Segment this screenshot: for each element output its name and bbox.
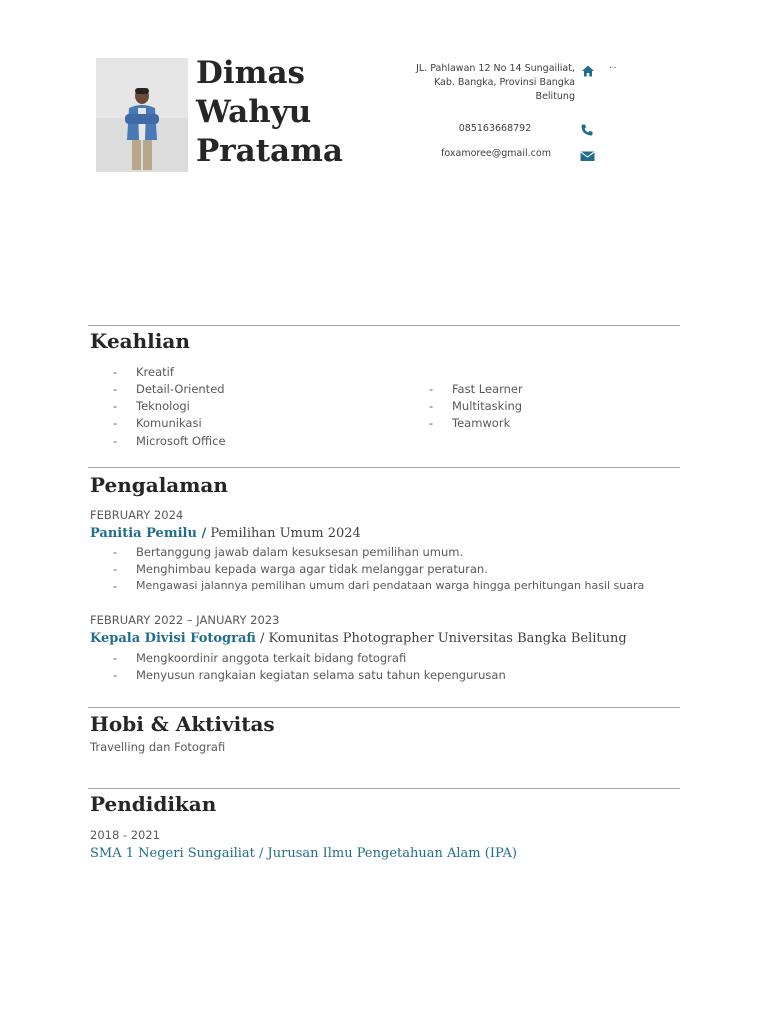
role-title: Kepala Divisi Fotografi xyxy=(90,631,256,646)
section-divider xyxy=(88,707,680,708)
decorative-dots: ·· xyxy=(609,62,618,73)
section-divider xyxy=(88,467,680,468)
email-text[interactable]: foxamoree@gmail.com xyxy=(441,148,551,159)
role-title: Panitia Pemilu / xyxy=(90,526,207,541)
hobbies-text: Travelling dan Fotografi xyxy=(90,740,226,754)
section-divider xyxy=(88,325,680,326)
organization: Pemilihan Umum 2024 xyxy=(206,526,361,541)
name-last: Pratama xyxy=(196,133,344,169)
phone-text[interactable]: 085163668792 xyxy=(458,123,532,134)
section-divider xyxy=(88,788,680,789)
hobbies-heading: Hobi & Aktivitas xyxy=(90,712,275,736)
address-text: JL. Pahlawan 12 No 14 Sungailiat, Kab. Bangka, Provinsi Bangka Belitung xyxy=(416,63,575,102)
experience-role xyxy=(90,631,627,646)
organization: / Komunitas Photographer Universitas Bangka Belitung xyxy=(255,631,627,646)
skills-heading: Keahlian xyxy=(90,329,190,353)
envelope-icon xyxy=(580,149,594,163)
experience-heading: Pengalaman xyxy=(90,473,228,497)
education-heading: Pendidikan xyxy=(90,792,217,816)
experience-date: FEBRUARY 2022 – JANUARY 2023 xyxy=(90,613,280,627)
phone-icon xyxy=(580,123,594,137)
profile-photo xyxy=(96,58,188,172)
portrait-photo xyxy=(96,58,188,172)
education-school: SMA 1 Negeri Sungailiat / Jurusan Ilmu Pengetahuan Alam (IPA) xyxy=(90,846,517,861)
experience-role xyxy=(90,526,361,541)
experience-date: FEBRUARY 2024 xyxy=(90,508,184,522)
education-date: 2018 - 2021 xyxy=(90,828,160,842)
name-first: Dimas xyxy=(196,55,305,91)
name-middle: Wahyu xyxy=(196,94,312,130)
home-icon xyxy=(581,64,595,78)
